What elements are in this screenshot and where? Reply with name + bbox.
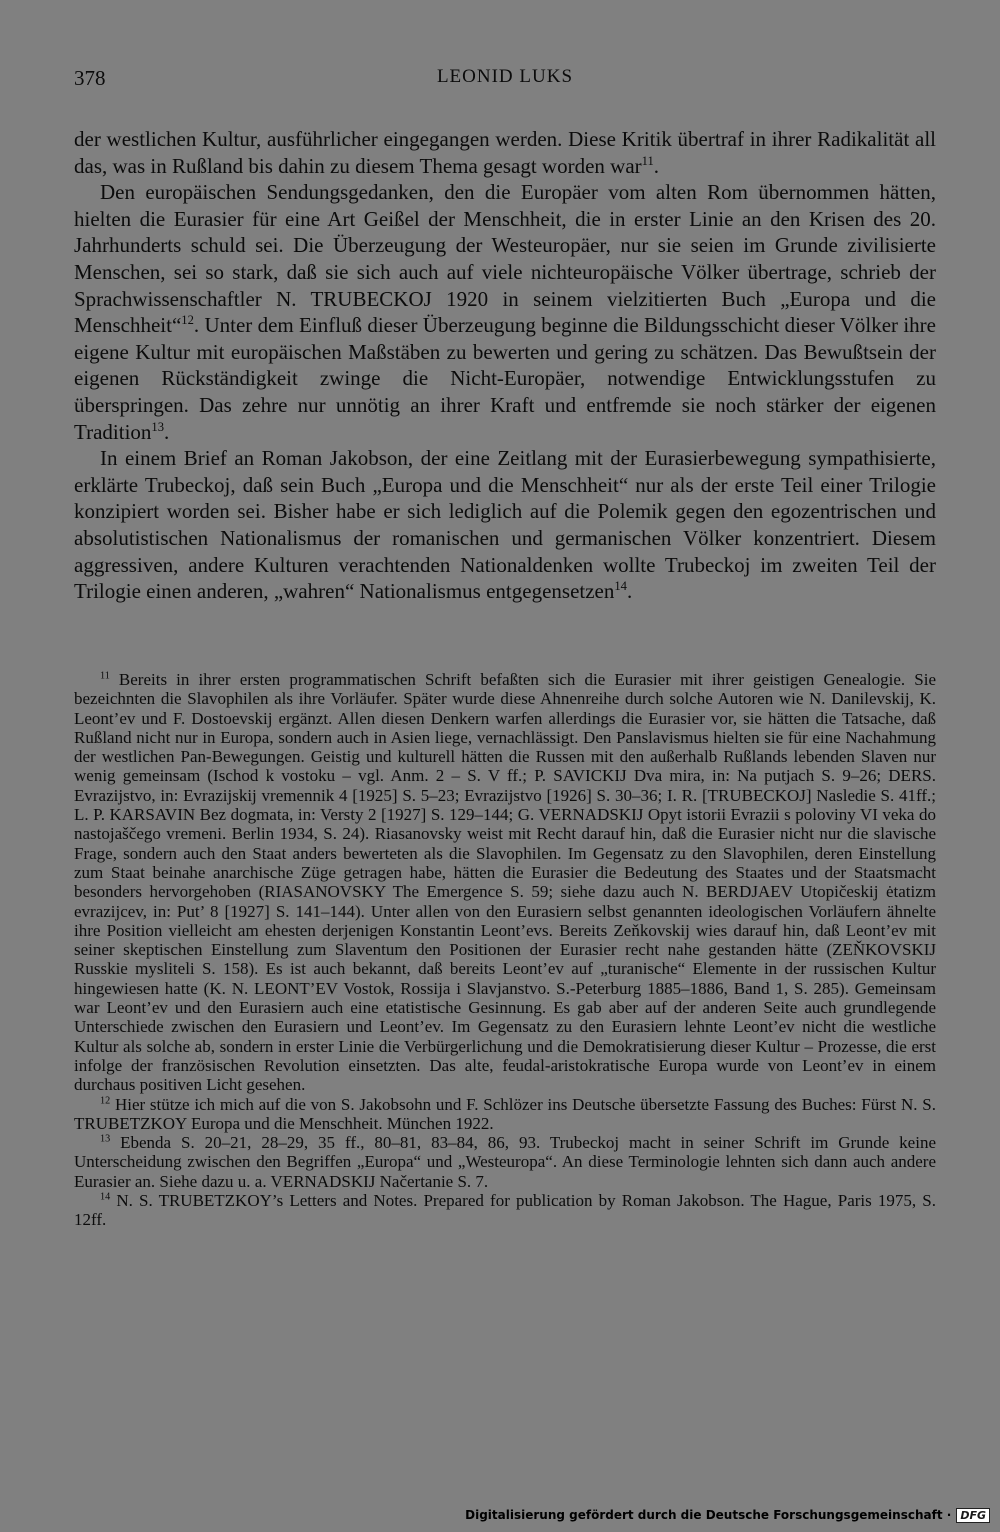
footnote-ref[interactable]: 13: [151, 419, 165, 434]
running-head: LEONID LUKS: [436, 66, 574, 87]
footnote-number: 14: [100, 1191, 111, 1203]
paragraph: der westlichen Kultur, ausführlicher eingegangen werden. Diese Kritik übertraf in ihrer Radikalität all das, was in Rußland bis dahin zu diesem Thema gesagt worden war$^{11}$.: [74, 127, 936, 178]
paragraph: In einem Brief an Roman Jakobson, der eine Zeitlang mit der Eurasierbewegung sympathisierte, erklärte Trubeckoj, daß sein Buch „Europa und die Menschheit“ nur als der erste Teil einer Trilogie konzipiert worden sei. Bisher habe er sich lediglich auf die Polemik gegen den egozentrischen und absolutistischen Nationalismus der romanischen und germanischen Völker konzentriert. Diesem aggressiven, andere Kulturen verachtenden Nationaldenken wollte Trubeckoj im zweiten Teil der Trilogie einen anderen, „wahren“ Nationalismus entgegensetzen$^{14}$.: [74, 446, 936, 604]
footnote: $^{13}$ Ebenda S. 20–21, 28–29, 35 ff., 80–81, 83–84, 86, 93. Trubeckoj macht in seiner Schrift im Grunde keine Unterscheidung zwischen den Begriffen „Europa“ und „Westeuropa“. An diese Terminologie lehnten sich dann auch andere Eurasier an. Siehe dazu u. a. VERNADSKIJ Načertanie S. 7.: [74, 1133, 937, 1191]
page-header: [74, 66, 936, 96]
footnote: $^{14}$ N. S. TRUBETZKOY’s Letters and Notes. Prepared for publication by Roman Jakobson. The Hague, Paris 1975, S. 12ff.: [74, 1191, 936, 1230]
dfg-logo: DFG: [956, 1508, 990, 1523]
digitization-footer: [465, 1505, 990, 1525]
footnotes: [74, 670, 936, 1230]
footnote: $^{11}$ Bereits in ihrer ersten programmatischen Schrift befaßten sich die Eurasier mit ihrer geistigen Genealogie. Sie bezeichnten die Slavophilen als ihre Vorläufer. Später wurde diese Ahnenreihe durch solche Autoren wie N. Danilevskij, K. Leont’ev und F. Dostoevskij ergänzt. Allen diesen Denkern warfen allerdings die Eurasier vor, sie hätten die Tatsache, daß Rußland nicht nur in Europa, sondern auch in Asien liege, vernachlässigt. Den Panslavismus hielten sie für eine Nachahmung der westlichen Pan-Bewegungen. Geistig und kulturell hätten die Russen mit den außerhalb Rußlands lebenden Slaven nur wenig gemeinsam (Ischod k vostoku – vgl. Anm. 2 – S. V ff.; P. SAVICKIJ Dva mira, in: Na putjach S. 9–26; DERS. Evrazijstvo, in: Evrazijskij vremennik 4 [1925] S. 5–23; Evrazijstvo [1926] S. 30–36; I. R. [TRUBECKOJ] Nasledie S. 41ff.; L. P. KARSAVIN Bez dogmata, in: Versty 2 [1927] S. 129–144; G. VERNADSKIJ Opyt istorii Evrazii s poloviny VI veka do nastojaščego vremeni. Berlin 1934, S. 24). Riasanovsky weist mit Recht darauf hin, daß die Eurasier nicht nur die slavische Frage, sondern auch den Staat anders bewerteten als die Slavophilen. Im Gegensatz zu den Slavophilen, deren Einstellung zum Staat beinahe anarchische Züge getragen habe, hätten die Eurasier die Bedeutung des Staates und der Staatsmacht besonders hervorgehoben (RIASANOVSKY The Emergence S. 59; siehe dazu auch N. BERDJAEV Utopičeskij ėtatizm evrazijcev, in: Put’ 8 [1927] S. 141–144). Unter allen von den Eurasiern selbst genannten ideologischen Vorläufern ähnelte ihre Position vielleicht am ehesten derjenigen Konstantin Leont’evs. Bereits Zeňkovskij wies darauf hin, daß Leont’ev mit seiner skeptischen Einstellung zum Slaventum den Positionen der Eurasier recht nahe gestanden hätte (ZEŇKOVSKIJ Russkie mysliteli S. 158). Es ist auch bekannt, daß bereits Leont’ev auf „turanische“ Elemente in der russischen Kultur hingewiesen hatte (K. N. LEONT’EV Vostok, Rossija i Slavjanstvo. S.-Peterburg 1885–1886, Band 1, S. 285). Gemeinsam war Leont’ev und den Eurasiern auch eine etatistische Gesinnung. Es gab aber auf der anderen Seite auch grundlegende Unterschiede zwischen den Eurasiern und Leont’ev. Im Gegensatz zu den Eurasiern lehnte Leont’ev nicht die westliche Kultur als solche ab, sondern in erster Linie die Verbürgerlichung und die Demokratisierung dieser Kultur – Prozesse, die erst infolge der französischen Revolution einsetzten. Das alte, feudal-aristokratische Europa wurde von Leont’ev in einem durchaus positiven Licht gesehen.: [74, 670, 936, 1095]
body-text: [74, 126, 936, 605]
footer-text: Digitalisierung gefördert durch die Deutsche Forschungsgemeinschaft ·: [465, 1508, 952, 1522]
footnote-number: 11: [100, 670, 110, 682]
footnote: $^{12}$ Hier stütze ich mich auf die von S. Jakobsohn und F. Schlözer ins Deutsche übersetzte Fassung des Buches: Fürst N. S. TRUBETZKOY Europa und die Menschheit. München 1922.: [74, 1094, 936, 1133]
footnote-ref[interactable]: 12: [181, 313, 194, 328]
footnote-number: 12: [100, 1094, 111, 1106]
paragraph: Den europäischen Sendungsgedanken, den die Europäer vom alten Rom übernommen hätten, hielten die Eurasier für eine Art Geißel der Menschheit, die in erster Linie an den Krisen des 20. Jahrhunderts schuld sei. Die Überzeugung der Westeuropäer, nur sie seien im Grunde zivilisierte Menschen, sei so stark, daß sie sich auch auf viele nichteuropäische Völker übertrage, schrieb der Sprachwissenschaftler N. TRUBECKOJ 1920 in seinem vielzitierten Buch „Europa und die Menschheit“$^{12}$. Unter dem Einfluß dieser Überzeugung beginne die Bildungsschicht dieser Völker ihre eigene Kultur mit europäischen Maßstäben zu bewerten und gering zu schätzen. Das Bewußtsein der eigenen Rückständigkeit zwinge die Nicht-Europäer, notwendige Entwicklungsstufen zu überspringen. Das zehre nur unnötig an ihrer Kraft und entfremde sie noch stärker der eigenen Tradition$^{13}$.: [74, 180, 936, 444]
page-number: 378: [74, 66, 106, 90]
footnote-number: 13: [100, 1133, 111, 1145]
footnote-ref[interactable]: 14: [614, 579, 627, 594]
footnote-ref[interactable]: 11: [641, 153, 654, 168]
